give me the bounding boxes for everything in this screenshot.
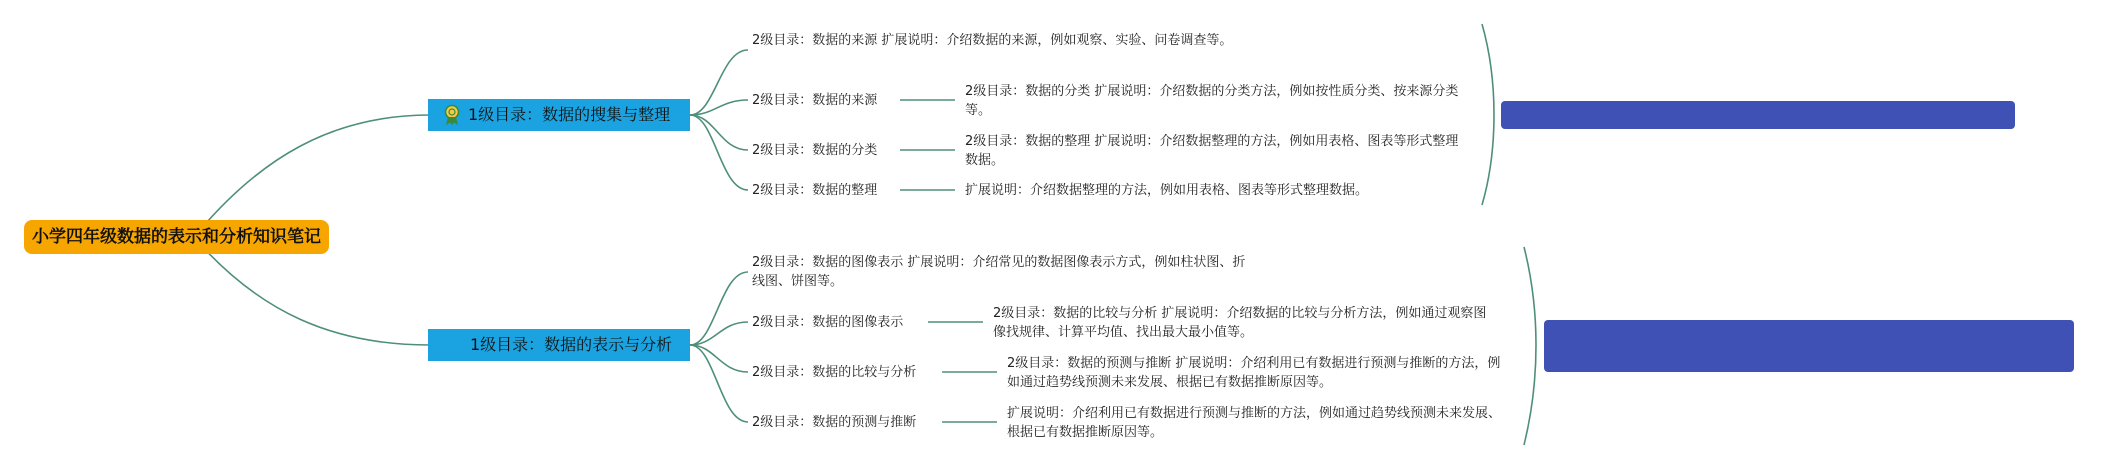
b1-item-2[interactable]: 2级目录：数据的来源 xyxy=(752,93,878,108)
b2-detail-3[interactable]: 2级目录：数据的预测与推断 扩展说明：介绍利用已有数据进行预测与推断的方法，例如通过趋势线预测未来发展、根据已有数据推断原因等。 xyxy=(1007,356,1501,390)
b1-detail-4[interactable]: 扩展说明：介绍数据整理的方法，例如用表格、图表等形式整理数据。 xyxy=(965,183,1369,198)
summary-box-2[interactable] xyxy=(1544,320,2074,372)
link-b2-item-4 xyxy=(690,345,748,422)
b1-item-1[interactable]: 2级目录：数据的来源 扩展说明：介绍数据的来源，例如观察、实验、问卷调查等。 xyxy=(752,33,1233,48)
b1-detail-2[interactable]: 2级目录：数据的分类 扩展说明：介绍数据的分类方法，例如按性质分类、按来源分类等。 xyxy=(965,84,1459,118)
summary-box-1[interactable] xyxy=(1501,101,2015,129)
b2-detail-4[interactable]: 扩展说明：介绍利用已有数据进行预测与推断的方法，例如通过趋势线预测未来发展、根据已有数据推断原因等。 xyxy=(1007,406,1502,440)
branch-1-topic[interactable] xyxy=(428,99,690,131)
link-root-branch-1 xyxy=(200,115,430,230)
b2-item-1[interactable]: 2级目录：数据的图像表示 扩展说明：介绍常见的数据图像表示方式，例如柱状图、折线图、饼图等。 xyxy=(752,255,1246,289)
summary-brace-1 xyxy=(1482,24,1494,205)
branch-2-topic[interactable] xyxy=(428,329,690,361)
link-b1-item-3 xyxy=(690,115,748,150)
link-b1-item-4 xyxy=(690,115,748,190)
branch-2-label: 1级目录：数据的表示与分析 xyxy=(470,335,673,354)
summary-brace-2 xyxy=(1524,247,1536,445)
link-b1-item-1 xyxy=(690,50,748,115)
award-icon xyxy=(442,104,462,126)
b1-detail-3[interactable]: 2级目录：数据的整理 扩展说明：介绍数据整理的方法，例如用表格、图表等形式整理数据。 xyxy=(965,134,1459,168)
link-root-branch-2 xyxy=(200,244,430,345)
b2-item-2[interactable]: 2级目录：数据的图像表示 xyxy=(752,315,904,330)
b2-item-4[interactable]: 2级目录：数据的预测与推断 xyxy=(752,415,917,430)
b2-item-3[interactable]: 2级目录：数据的比较与分析 xyxy=(752,365,917,380)
root-topic[interactable]: 小学四年级数据的表示和分析知识笔记 xyxy=(24,220,329,254)
b1-item-3[interactable]: 2级目录：数据的分类 xyxy=(752,143,878,158)
branch-1-label: 1级目录：数据的搜集与整理 xyxy=(468,105,671,124)
b2-detail-2[interactable]: 2级目录：数据的比较与分析 扩展说明：介绍数据的比较与分析方法，例如通过观察图像找规律、计算平均值、找出最大最小值等。 xyxy=(993,306,1487,340)
link-b2-item-1 xyxy=(690,272,748,345)
b1-item-4[interactable]: 2级目录：数据的整理 xyxy=(752,183,878,198)
